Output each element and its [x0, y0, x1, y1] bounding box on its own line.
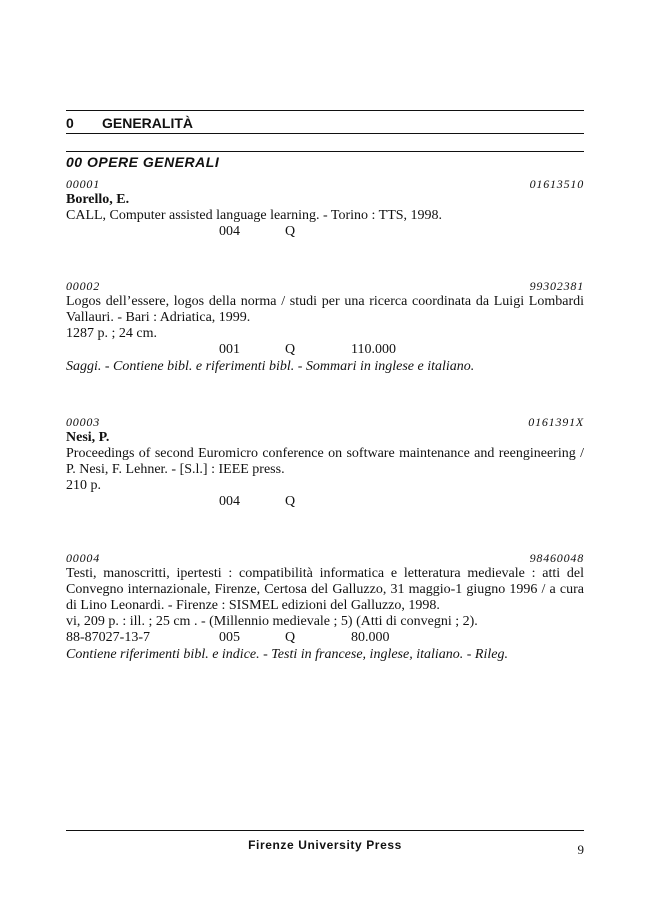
- entry-code: 0161391X: [528, 415, 584, 429]
- catalog-page: [66, 0, 584, 920]
- entry-meta: [66, 278, 584, 294]
- entry-description: CALL, Computer assisted language learning. - Torino : TTS, 1998.: [66, 208, 443, 223]
- section-rule: [66, 133, 584, 134]
- entry-sequence: 00004: [66, 551, 100, 565]
- entry-description: Proceedings of second Euromicro conference on software maintenance and reengineering / P. Nesi, F. Lehner. - [S.l.] : IEEE press.: [66, 446, 584, 477]
- catalog-entry: [66, 550, 584, 663]
- footer-publisher: Firenze University Press: [248, 838, 402, 852]
- subsection-title: 00 OPERE GENERALI: [66, 154, 220, 170]
- entry-codes: [66, 494, 584, 511]
- entry-dewey: 001: [219, 342, 240, 357]
- entry-codes: [66, 342, 584, 359]
- top-rule: [66, 110, 584, 111]
- catalog-entry: [66, 414, 584, 511]
- entry-level: Q: [285, 630, 296, 645]
- entry-physical: 1287 p. ; 24 cm.: [66, 326, 157, 341]
- entry-code: 99302381: [529, 279, 584, 293]
- entry-codes: [66, 630, 584, 647]
- entry-author: Borello, E.: [66, 192, 130, 207]
- entry-level: Q: [285, 342, 296, 357]
- catalog-entry: [66, 278, 584, 375]
- entry-code: 01613510: [529, 177, 584, 191]
- entry-physical: 210 p.: [66, 478, 101, 493]
- entry-codes: [66, 224, 584, 241]
- entry-sequence: 00001: [66, 177, 100, 191]
- entry-isbn: 88-87027-13-7: [66, 630, 150, 645]
- entry-code: 98460048: [529, 551, 584, 565]
- entry-note: Contiene riferimenti bibl. e indice. - Testi in francese, inglese, italiano. - Rileg.: [66, 647, 508, 662]
- entry-sequence: 00002: [66, 279, 100, 293]
- footer-rule: [66, 830, 584, 831]
- entry-level: Q: [285, 494, 296, 509]
- entry-note: Saggi. - Contiene bibl. e riferimenti bibl. - Sommari in inglese e italiano.: [66, 359, 475, 374]
- subsection-rule: [66, 151, 584, 152]
- entry-meta: [66, 550, 584, 566]
- entry-level: Q: [285, 224, 296, 239]
- entry-dewey: 005: [219, 630, 240, 645]
- entry-description: Logos dell’essere, logos della norma / studi per una ricerca coordinata da Luigi Lombardi Vallauri. - Bari : Adriatica, 1999.: [66, 294, 584, 325]
- catalog-entry: [66, 176, 584, 241]
- section-number: 0: [66, 115, 74, 131]
- entry-meta: [66, 176, 584, 192]
- entry-price: 80.000: [351, 630, 390, 645]
- section-title: GENERALITÀ: [102, 115, 193, 131]
- page-number: 9: [577, 842, 584, 857]
- entry-dewey: 004: [219, 224, 240, 239]
- entry-dewey: 004: [219, 494, 240, 509]
- entry-sequence: 00003: [66, 415, 100, 429]
- entry-physical: vi, 209 p. : ill. ; 25 cm . - (Millennio medievale ; 5) (Atti di convegni ; 2).: [66, 614, 478, 629]
- entry-author: Nesi, P.: [66, 430, 110, 445]
- entry-meta: [66, 414, 584, 430]
- entry-description: Testi, manoscritti, ipertesti : compatibilità informatica e letteratura medievale : atti del Convegno internazionale, Firenze, Certosa del Galluzzo, 31 maggio-1 giugno 1996 / a cura di Lino Leonardi. - Firenze : SISMEL edizioni del Galluzzo, 1998.: [66, 566, 584, 613]
- entry-price: 110.000: [351, 342, 396, 357]
